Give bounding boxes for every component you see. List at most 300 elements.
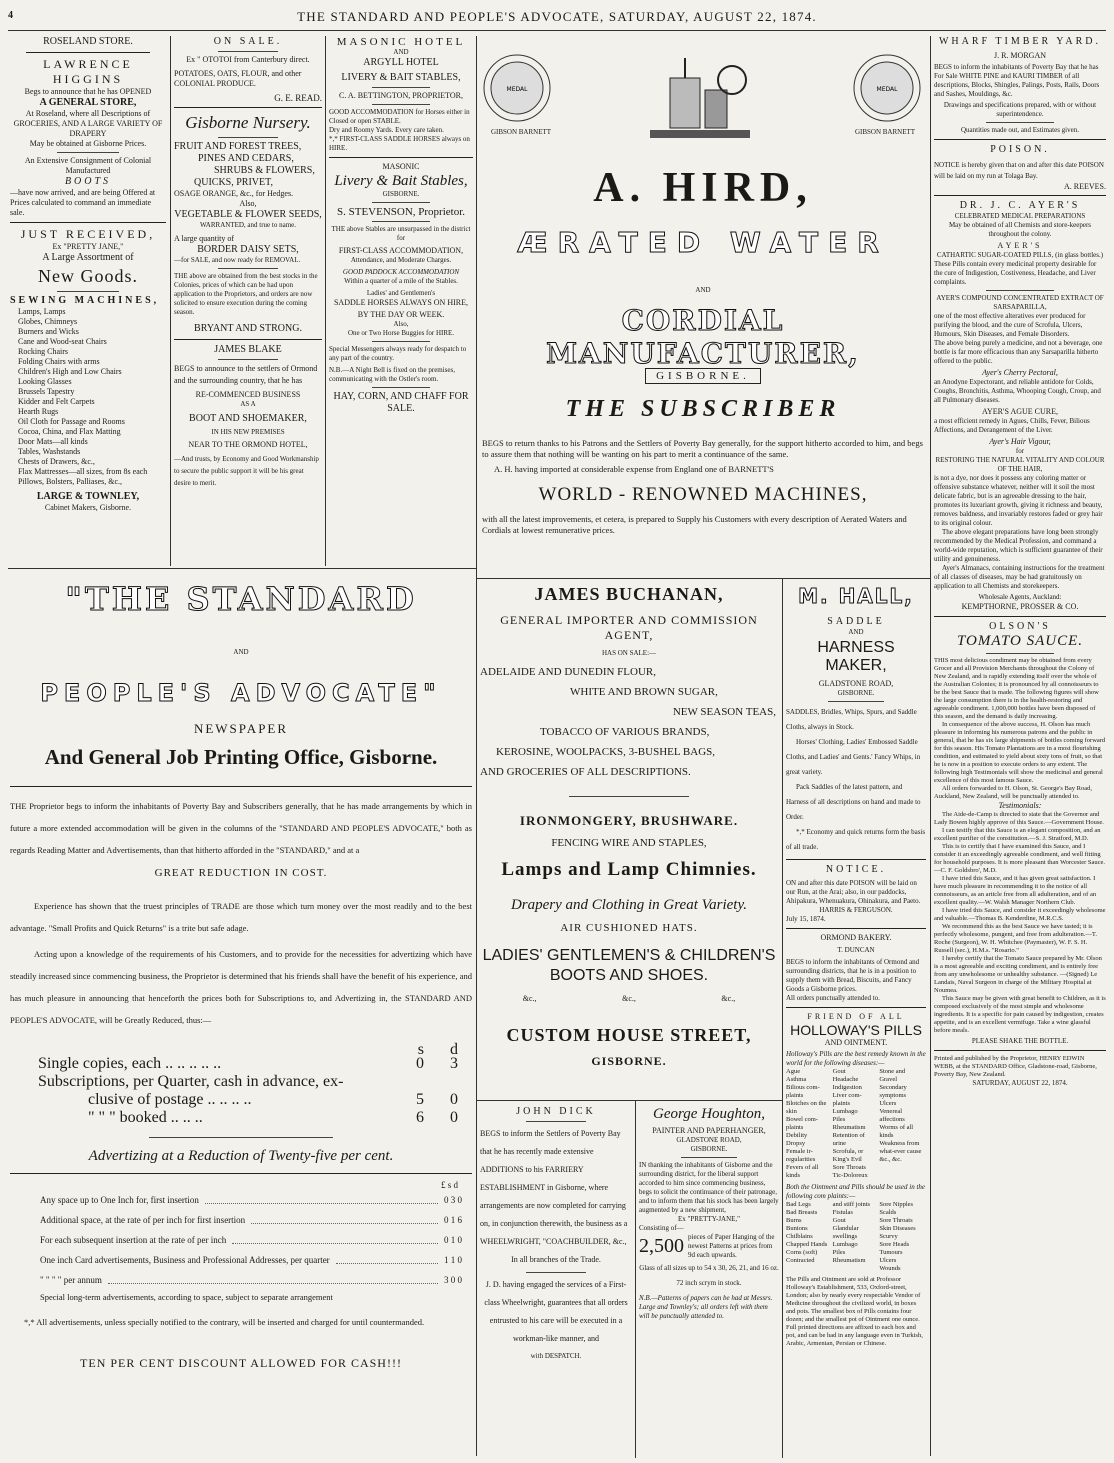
stable-text: One or Two Horse Buggies for HIRE. — [347, 329, 455, 337]
ayer-text: Wholesale Agents, Auckland: — [978, 593, 1062, 601]
sewing-machines: SEWING MACHINES, — [10, 295, 160, 306]
ship-name: Ex "PRETTY JANE," — [52, 242, 124, 251]
nursery-line: VEGETABLE & FLOWER SEEDS, — [174, 209, 322, 220]
complaint-item: Ulcers — [879, 1257, 897, 1264]
houghton-text: 72 inch scrym in stock. — [676, 1279, 742, 1287]
houghton-addr: GLADSTONE ROAD, — [676, 1136, 742, 1144]
aerated-water: ÆRATED WATER — [517, 226, 889, 259]
and-text: AND — [393, 48, 409, 56]
reduction-heading: GREAT REDUCTION IN COST. — [154, 867, 328, 879]
on-sale: HAS ON SALE:— — [601, 649, 657, 657]
disease-item: Retention of urine — [832, 1132, 865, 1147]
rate-label: Additional space, at the rate of per inch for first insertion — [40, 1215, 246, 1225]
houghton-text: IN thanking the inhabitants of Gisborne and the surrounding district, for the liberal support accorded to him since commencing business, begs to solicit the continuance of their patronage, and to inform them that his stock has been largely augmented by a new shipment, — [639, 1161, 779, 1214]
column-nursery — [174, 36, 322, 566]
and-text: AND — [695, 286, 711, 294]
s-column: s — [417, 1041, 424, 1058]
special-text: Special long-term advertisements, according to space, subject to separate arrangement — [40, 1292, 333, 1302]
higgins-text: At Roseland, where all Descriptions of — [25, 109, 151, 118]
olson-text: This is to certify that I have examined this Sauce, and I consider it an exceedingly agreeable condiment, and well fitting for household purposes. It is more pleasant than Worcester Sauce.—C. F. Goldsbro', M.D. — [934, 843, 1106, 874]
goods-item: Rocking Chairs — [18, 347, 68, 356]
price-d: 0 — [450, 1109, 458, 1126]
olson-heading: OLSON'S — [989, 621, 1051, 632]
column-hall — [786, 584, 926, 1458]
olson-text: The Aide-de-Camp is directed to state that the Governor and Lady Bowen highly approve of this Sauce.—Government House. — [934, 811, 1104, 826]
higgins-text: An Extensive Consignment of Colonial Manufactured — [24, 156, 152, 175]
job-printing-office: And General Job Printing Office, Gisborne. — [44, 745, 438, 769]
disease-item: Ulcers — [879, 1100, 897, 1107]
stable-text: Attendance, and Moderate Charges. — [350, 256, 452, 264]
buchanan-item: ADELAIDE AND DUNEDIN FLOUR, — [480, 666, 656, 678]
etc-text: &c., — [721, 994, 736, 1003]
hall-text: Pack Saddles of the latest pattern, and Harness of all descriptions on hand and made to Order. — [786, 783, 921, 821]
ayer-text: for — [1015, 447, 1025, 455]
poison-heading: POISON. — [990, 144, 1050, 155]
ayer-text: an Anodyne Expectorant, and reliable antidote for Colds, Coughs, Bronchitis, Asthma, Whooping Cough, Croup, and all Pulmonary diseases. — [934, 378, 1101, 404]
stable-text: N.B.—A Night Bell is fixed on the premises, communicating with the Ostler's room. — [329, 366, 455, 383]
cordial-manufacturer: CORDIAL MANUFACTURER, — [546, 304, 860, 370]
saddle-heading: SADDLE — [827, 616, 885, 627]
d-column: d — [450, 1041, 458, 1058]
blake-text: RE-COMMENCED BUSINESS — [195, 390, 301, 399]
complaint-col — [879, 1201, 926, 1273]
complaint-item: Scurvy — [879, 1233, 898, 1240]
higgins-text: Begs to announce that he has OPENED — [24, 87, 152, 96]
price-s: 5 — [416, 1091, 424, 1108]
bettington: C. A. BETTINGTON, PROPRIETOR, — [339, 91, 463, 100]
dick-text: J. D. having engaged the services of a First-class Wheelwright, guarantees that all orders entrusted to his care will be executed in a workman-like manner, and — [484, 1280, 628, 1343]
reeves-signature: A. REEVES. — [1064, 182, 1106, 191]
price-s: 0 — [416, 1055, 424, 1072]
hats-heading: AIR CUSHIONED HATS. — [560, 922, 698, 934]
hall-road: GLADSTONE ROAD, — [818, 679, 894, 688]
houghton-text: Glass of all sizes up to 54 x 30, 26, 21, and 16 oz. — [639, 1264, 779, 1272]
imprint-date: SATURDAY, AUGUST 22, 1874. — [972, 1079, 1068, 1087]
ayer-text: May be obtained of all Chemists and store-keepers throughout the colony. — [948, 221, 1092, 238]
boots-heading: LADIES' GENTLEMEN'S & CHILDREN'S BOOTS AND SHOES. — [482, 947, 776, 984]
ayer-text: The above elegant preparations have long been strongly recommended by the Medical Profession, and command a world-wide reputation, which is sufficient guarantee of their utility and genuineness. — [934, 528, 1103, 563]
all-text: *,* All advertisements, unless specially notified to the contrary, will be inserted and charged for until countermanded. — [24, 1317, 425, 1327]
etc-row — [480, 994, 778, 1003]
nursery-line: QUICKS, PRIVET, — [194, 177, 273, 188]
potatoes-text: POTATOES, OATS, FLOUR, and other COLONIAL PRODUCE. — [174, 69, 302, 88]
assort-text: A Large Assortment of — [42, 252, 134, 263]
complaint-item: Chilblains — [786, 1233, 813, 1240]
stable-text: THE above Stables are unsurpassed in the district for — [331, 225, 471, 242]
ayer-text: CELEBRATED MEDICAL PREPARATIONS — [954, 212, 1086, 220]
drapery-heading: Drapery and Clothing in Great Variety. — [510, 897, 748, 913]
ayer-text: These Pills contain every medicinal property desirable for the cure of Indigestion, Costiveness, Headache, and Liver complaints. — [934, 260, 1097, 286]
disease-item: Gout — [832, 1068, 846, 1075]
complaint-col — [786, 1201, 833, 1273]
complaint-item: Skin Diseases — [879, 1225, 916, 1232]
rate-row — [40, 1230, 462, 1250]
general-store: A GENERAL STORE, — [39, 97, 137, 108]
notice-date: July 15, 1874. — [786, 915, 826, 923]
gisborne-banner: GISBORNE. — [645, 368, 761, 384]
hird-name: A. HIRD, — [593, 165, 813, 211]
masthead-title: THE STANDARD AND PEOPLE'S ADVOCATE, SATURDAY, AUGUST 22, 1874. — [297, 9, 817, 24]
rate-value: 0 3 0 — [444, 1195, 462, 1205]
disease-item: Ague — [786, 1068, 801, 1075]
holloway-both: Both the Ointment and Pills should be used in the following com plaints:— — [786, 1183, 926, 1200]
buchanan-item: TOBACCO OF VARIOUS BRANDS, — [540, 726, 710, 738]
disease-item: Rheumatism — [832, 1124, 866, 1131]
disease-item: Stone and Gravel — [879, 1068, 906, 1083]
ayer-text: CATHARTIC SUGAR-COATED PILLS, (in glass bottles.) — [936, 251, 1104, 259]
nursery-line: FRUIT AND FOREST TREES, — [174, 141, 302, 152]
disease-item: Bowel com-plaints — [786, 1116, 818, 1131]
complaint-item: Sore Throats — [879, 1217, 913, 1224]
price-d: 3 — [450, 1055, 458, 1072]
testimonials: Testimonials: — [998, 801, 1042, 810]
cherry-pectoral: Ayer's Cherry Pectoral, — [982, 368, 1058, 377]
disease-item: Liver com-plaints — [832, 1092, 862, 1107]
stable-text: SADDLE HORSES ALWAYS ON HIRE, — [333, 298, 468, 307]
disease-item: Weakness from what-ever cause — [879, 1140, 922, 1155]
disease-item: Venereal affections — [879, 1108, 905, 1123]
houghton-text: N.B.—Patterns of papers can be had at Messrs. Large and Townley's; all orders left with them will be punctually attended to. — [639, 1294, 773, 1320]
disease-item: Sore Throats — [832, 1164, 866, 1171]
complaint-item: Rheumatism — [832, 1257, 866, 1264]
cabinet-makers: Cabinet Makers, Gisborne. — [44, 503, 132, 512]
goods-item: Door Mats—all kinds — [18, 437, 88, 446]
complaint-item: Gout — [832, 1217, 846, 1224]
complaint-item: Glandular swellings — [832, 1225, 859, 1240]
standard-text: THE Proprietor begs to inform the inhabitants of Poverty Bay and Subscribers generally, that he has made arrangements by which in future a more extended accommodation will be given in the columns of the "STANDARD AND PEOPLE'S ADVOCATE," both as regards Reading Matter and Advertisements, than that hitherto afforded in the "STANDARD," and at a — [10, 801, 472, 855]
booked: " " " booked .. .. .. — [88, 1109, 203, 1126]
higgins-name: LAWRENCE HIGGINS — [43, 57, 133, 86]
wharf-text: Quantities made out, and Estimates given. — [960, 126, 1079, 134]
nursery-line: WARRANTED, and true to name. — [199, 221, 297, 229]
disease-item: Blotches on the skin — [786, 1100, 827, 1115]
newspaper-label: NEWSPAPER — [193, 721, 289, 736]
blake-text: BEGS to announce to the settlers of Ormond and the surrounding country, that he has — [174, 364, 318, 385]
complaint-item: Contracted — [786, 1257, 815, 1264]
houghton-advert — [639, 1106, 779, 1456]
kempthorne: KEMPTHORNE, PROSSER & CO. — [961, 602, 1079, 611]
complaint-item: Tumours — [879, 1249, 903, 1256]
etc-text: &c., — [522, 994, 537, 1003]
disease-item: Female ir-regularities — [786, 1148, 816, 1163]
hall-name: M. HALL, — [798, 584, 914, 608]
on-sale-heading: ON SALE. — [213, 36, 283, 47]
ayer-text: Ayer's Almanacs, containing instructions for the treatment of all classes of diseases, may be had gratuitously on application to all Chemists and storekeepers. — [934, 564, 1105, 590]
single-copies: Single copies, each .. .. .. .. .. — [38, 1055, 222, 1072]
goods-item: Hearth Rugs — [18, 407, 59, 416]
buchanan-advert — [480, 584, 778, 1104]
column-right — [934, 36, 1106, 1458]
subscriptions: Subscriptions, per Quarter, cash in advance, ex- — [38, 1073, 344, 1090]
rate-row — [40, 1250, 462, 1270]
bakery-text: All orders punctually attended to. — [786, 994, 880, 1002]
column-roseland — [10, 36, 166, 566]
blake-text: BOOT AND SHOEMAKER, — [189, 413, 307, 424]
gisborne-text: GISBORNE. — [591, 1054, 667, 1068]
nursery-line: OSAGE ORANGE, &c., for Hedges. — [174, 189, 294, 198]
disease-item: Dropsy — [786, 1140, 806, 1147]
rate-value: 0 1 0 — [444, 1235, 462, 1245]
houghton-town: GISBORNE. — [690, 1145, 728, 1153]
complaint-item: Bad Breasts — [786, 1209, 818, 1216]
large-townley: LARGE & TOWNLEY, — [36, 491, 140, 502]
disease-item: Tic-Doloreux — [832, 1172, 868, 1179]
livery-stables: LIVERY & BAIT STABLES, — [341, 72, 461, 83]
holloway-sub: AND OINTMENT. — [824, 1038, 888, 1047]
bakery-name: T. DUNCAN — [837, 946, 875, 954]
hird-advert — [480, 36, 926, 576]
disease-col — [833, 1068, 880, 1180]
nursery-text: THE above are obtained from the best stocks in the Colonies, prices of which can be had upon application to the Proprietors, and orders are now solicited to ensure execution during the coming season. — [174, 272, 318, 316]
column-hotel — [329, 36, 473, 566]
complaint-item: Chapped Hands — [786, 1241, 828, 1248]
olson-text: We recommend this as the best Sauce we have tasted; it is perfectly wholesome, pungent, and free from adulteration.—T. Roche (Surgeon), W. H. Whitchee (Paymaster), W. F. S. H. Russell (sec.), H.M.s. "Rosario." — [934, 923, 1098, 954]
nursery-line: SHRUBS & FLOWERS, — [214, 165, 315, 176]
holloway-text: The Pills and Ointment are sold at Professor Holloway's Establishment, 533, Oxford-street, London; also by nearly every respectable Vendor of Medicine throughout the civilized world, in boxes and pots. The smallest box of Pills contains four dozen; and the smallest pot of Ointment one ounce. — [786, 1276, 921, 1323]
holloway-title: HOLLOWAY'S PILLS — [790, 1022, 922, 1038]
lsd-header: £ s d — [440, 1180, 458, 1190]
masonic-heading: MASONIC — [382, 162, 420, 171]
buchanan-role: GENERAL IMPORTER AND COMMISSION AGENT, — [500, 613, 758, 642]
olson-text: This Sauce may be given with great benefit to Children, as it is composed exclusively of the most simple and wholesome ingredients. It is a specific for pain caused by indigestion, creates appetite, and is an excellent vermifuge. Take a wine glassful before meals. — [934, 995, 1106, 1034]
dick-text: In all branches of the Trade. — [511, 1255, 601, 1264]
masonic-hotel: MASONIC HOTEL — [336, 36, 466, 48]
rate-list — [10, 1190, 472, 1290]
disease-item: Debility — [786, 1132, 808, 1139]
complaint-item: Corns (soft) — [786, 1249, 818, 1256]
ague-cure: AYER'S AGUE CURE, — [981, 407, 1059, 416]
houghton-name: George Houghton, — [653, 1106, 765, 1122]
and-text: AND — [233, 648, 249, 656]
stevenson: S. STEVENSON, Proprietor. — [336, 206, 466, 218]
standard-title: "THE STANDARD — [65, 580, 417, 618]
buchanan-name: JAMES BUCHANAN, — [534, 584, 724, 604]
rate-label: Any space up to One Inch for, first insertion — [40, 1195, 199, 1205]
complaint-item: Lumbago — [832, 1241, 858, 1248]
higgins-text: —have now arrived, and are being Offered at Prices calculated to command an immediate sale. — [10, 188, 156, 217]
buchanan-item: NEW SEASON TEAS, — [672, 706, 776, 718]
just-received: JUST RECEIVED, — [20, 227, 156, 241]
disease-item: Scrofula, or King's Evil — [832, 1148, 864, 1163]
dick-text: BEGS to inform the Settlers of Poverty Bay that he has recently made extensive ADDITIONS to his FARRIERY ESTABLISHMENT in Gisborne, where arrangements are now completed for carrying on, in conjunction therewith, the business as a — [480, 1129, 628, 1228]
rate-value: 0 1 6 — [444, 1215, 462, 1225]
disease-item: Asthma — [786, 1076, 807, 1083]
svg-text:MEDAL: MEDAL — [506, 86, 528, 93]
buchanan-item: KEROSINE, WOOLPACKS, 3-BUSHEL BAGS, — [496, 746, 716, 758]
machine-illustration-icon — [640, 50, 760, 150]
goods-item: Oil Cloth for Passage and Rooms — [18, 417, 125, 426]
goods-item: Folding Chairs with arms — [18, 357, 100, 366]
medal-caption: GIBSON BARNETT — [490, 128, 552, 136]
higgins-text: GROCERIES, AND A LARGE VARIETY OF DRAPERY — [13, 119, 163, 138]
wharf-text: BEGS to inform the inhabitants of Poverty Bay that he has For Sale WHITE PINE and KAURI TIMBER of all descriptions, Blocks, Shingles, Palings, Posts, Rails, Doors and Sashes, Mouldings, &c. — [934, 63, 1100, 98]
medal-right-icon — [852, 48, 922, 128]
ayer-text: The above being purely a medicine, and not a beverage, one bottle is far more efficacious than any Sarsaparilla hitherto offered to the public. — [934, 339, 1103, 365]
custom-house-street: CUSTOM HOUSE STREET, — [506, 1025, 752, 1045]
hall-text: *,* Economy and quick returns form the basis of all trade. — [786, 828, 926, 851]
ironmongery: IRONMONGERY, BRUSHWARE. — [519, 813, 739, 828]
notice-heading: NOTICE. — [825, 864, 887, 875]
goods-item: Cocoa, China, and Flax Matting — [18, 427, 121, 436]
stable-text: Ladies' and Gentlemen's — [366, 289, 436, 297]
hotel-text: GOOD ACCOMMODATION for Horses either in Closed or open STABLE. — [329, 108, 470, 125]
bakery-heading: ORMOND BAKERY. — [820, 933, 892, 942]
standard-text: Experience has shown that the truest principles of TRADE are those which turn money over the most readily and to the best advantage. "Small Profits and Quick Returns" is a trite but safe adage. — [10, 901, 472, 933]
holloway-complaints — [786, 1201, 926, 1273]
medal-left-icon — [482, 48, 552, 128]
nursery-line: —for SALE, and now ready for REMOVAL. — [174, 256, 301, 264]
olson-text: I hereby certify that the Tomato Sauce prepared by Mr. Olson is a most agreeable and exciting condiment, and is entirely free from any unwholesome or unhealthy substance. —(Signed) Le Landais, Naval Surgeon in charge of the Military Hospital at Noumea. — [934, 955, 1102, 994]
goods-item: Flax Mattresses—all sizes, from 8s each — [18, 467, 148, 476]
read-signature: G. E. READ. — [274, 93, 322, 103]
olson-text: THIS most delicious condiment may be obtained from every Grocer and all Provision Merchants throughout the Colony of New Zealand, and is rapidly extending itself over the whole of the Australian Colonies; it is pronounced by all connoisseurs to be the best Sauce that is made. The following figures will show the large consumption there is in the health-restoring and agreeable condiment. 1,000,000 bottles have been disposed of this season, and the demand is daily increasing. — [934, 657, 1099, 720]
friend-of-all: FRIEND OF ALL — [807, 1012, 905, 1021]
goods-item: Children's High and Low Chairs — [18, 367, 122, 376]
goods-item: Brussels Tapestry — [18, 387, 75, 396]
goods-item: Burners and Wicks — [18, 327, 79, 336]
ayer-text: RESTORING THE NATURAL VITALITY AND COLOUR OF THE HAIR, — [935, 456, 1105, 473]
disease-item: Secondary symptoms — [879, 1084, 907, 1099]
stable-text: GOOD PADDOCK ACCOMMODATION — [342, 268, 460, 276]
complaint-item: Wounds — [879, 1265, 901, 1272]
notice-text: ON and after this date POISON will be laid on our Run, at the Arai; also, in our paddocks, Ahipakura, Whenuakura, Ohinakura, and Paeto. — [786, 879, 921, 905]
lamps-heading: Lamps and Lamp Chimnies. — [501, 859, 757, 880]
and-text: AND — [848, 628, 864, 636]
blake-text: —And trusts, by Economy and Good Workmanship to secure the public support it will be his great desire to merit. — [174, 455, 319, 487]
hird-text: with all the latest improvements, et cetera, is prepared to Supply his Customers with every description of Aerated Waters and Cordials at lowest remunerative prices. — [482, 514, 907, 535]
hall-text: Horses' Clothing, Ladies' Embossed Saddle Cloths, and Ladies' and Gents.' Fancy Whips, in great variety. — [786, 738, 921, 776]
disease-item: Lumbago — [832, 1108, 858, 1115]
standard-advert — [10, 574, 472, 1458]
nursery-line: PINES AND CEDARS, — [198, 153, 294, 164]
advocate-title: PEOPLE'S ADVOCATE" — [40, 679, 442, 707]
disease-item: Headache — [832, 1076, 859, 1083]
dick-text: WHEELWRIGHT, "COACHBUILDER, &c., — [480, 1237, 627, 1246]
olson-text: All orders forwarded to H. Olson, St. George's Bay Road, Auckland, New Zealand, will be punctually attended to. — [934, 785, 1092, 800]
rate-row — [40, 1270, 462, 1290]
rate-row — [40, 1210, 462, 1230]
harness-maker: HARNESS MAKER, — [817, 639, 895, 674]
imprint: Printed and published by the Proprietor, HENRY EDWIN WEBB, at the STANDARD Office, Gladstone-road, Gisborne, Poverty Bay, New Zealand. — [934, 1055, 1097, 1078]
nursery-line: Also, — [239, 199, 257, 208]
complaint-item: Sore Nipples — [879, 1201, 914, 1208]
standard-text: Acting upon a knowledge of the requirements of his Customers, and to provide for the necessities for advertizing which have steadily increased since commencing business, the Proprietor is determined that his friends shall have the benefit of his experience, and has much pleasure in announcing that henceforth the prices both for Subscriptions to, and Advertizing in, the STANDARD AND PEOPLE'S ADVOCATE, will be Greatly Reduced, thus:— — [10, 949, 472, 1025]
holloway-intro: Holloway's Pills are the best remedy known in the world for the following diseases:— — [786, 1050, 926, 1067]
tomato-sauce: TOMATO SAUCE. — [956, 633, 1084, 649]
argyll-hotel: ARGYLL HOTEL — [363, 57, 439, 68]
buchanan-item: WHITE AND BROWN SUGAR, — [570, 686, 718, 698]
price-s: 6 — [416, 1109, 424, 1126]
stable-text: Special Messengers always ready for despatch to any part of the country. — [329, 345, 467, 362]
ayer-text: AYER'S — [997, 241, 1043, 250]
hall-text: SADDLES, Bridles, Whips, Spurs, and Saddle Cloths, always in Stock. — [786, 708, 917, 731]
roseland-heading: ROSELAND STORE. — [43, 36, 133, 47]
hotel-text: *,* FIRST-CLASS SADDLE HORSES always on HIRE. — [329, 135, 470, 152]
complaint-item: Bad Legs — [786, 1201, 811, 1208]
goods-item: Chests of Drawers, &c., — [18, 457, 95, 466]
olson-text: I can testify that this Sauce is an elegant composition, and an excellent purifier of the constitution.—S. J. Stratford, M.D. — [934, 827, 1101, 842]
nursery-line: BORDER DAISY SETS, — [197, 244, 299, 255]
blake-text: NEAR TO THE ORMOND HOTEL, — [188, 440, 308, 449]
goods-item: Tables, Washstands — [18, 447, 81, 456]
rate-label: " " " " per annum — [40, 1275, 102, 1285]
morgan-name: J. R. MORGAN — [993, 51, 1046, 60]
medal-caption: GIBSON BARNETT — [854, 128, 916, 136]
shake-bottle: PLEASE SHAKE THE BOTTLE. — [971, 1037, 1069, 1045]
holloway-diseases — [786, 1068, 926, 1180]
nursery-line: A large quantity of — [174, 234, 235, 243]
dick-advert — [480, 1106, 632, 1456]
rate-value: 3 0 0 — [444, 1275, 462, 1285]
otoi-text: Ex " OTOTOI from Canterbury direct. — [186, 55, 310, 64]
olson-text: I have tried this Sauce, and consider it exceedingly wholesome and valuable.—Thomas B. Kenderdine, M.R.C.S. — [934, 907, 1106, 922]
complaint-item: Bunions — [786, 1225, 808, 1232]
goods-item: Looking Glasses — [18, 377, 72, 386]
hair-vigour: Ayer's Hair Vigour, — [989, 437, 1051, 446]
complaint-item: Burns — [786, 1217, 802, 1224]
stable-text: FIRST-CLASS ACCOMMODATION, — [338, 246, 464, 255]
stable-text: BY THE DAY OR WEEK. — [357, 310, 445, 319]
disease-item: Fevers of all kinds — [786, 1164, 819, 1179]
wharf-heading: WHARF TIMBER YARD. — [938, 36, 1102, 47]
bryant-strong: BRYANT AND STRONG. — [194, 323, 302, 334]
nursery-heading: Gisborne Nursery. — [185, 113, 311, 132]
disease-item: &c., &c. — [879, 1156, 902, 1163]
page-number: 4 — [8, 10, 13, 21]
stable-text: Within a quarter of a mile of the Stables. — [344, 277, 458, 285]
ayer-text: AYER'S COMPOUND CONCENTRATED EXTRACT OF SARSAPARILLA, — [936, 294, 1104, 311]
page-header — [8, 8, 1106, 28]
hall-town: GISBORNE. — [837, 689, 875, 697]
dick-text: with DESPATCH. — [530, 1352, 582, 1360]
price-d: 0 — [450, 1091, 458, 1108]
goods-list — [10, 307, 166, 487]
notice-signature: HARRIS & FERGUSON. — [819, 906, 893, 914]
subscriber-heading: THE SUBSCRIBER — [565, 396, 841, 422]
complaint-item: Fistulas — [832, 1209, 853, 1216]
complaint-item: Piles — [832, 1249, 846, 1256]
bakery-text: BEGS to inform the inhabitants of Ormond and surrounding districts, that he is in a position to supply them with Bread, Biscuits, and Fancy Goods a Gisborne prices. — [786, 958, 920, 993]
discount-text: TEN PER CENT DISCOUNT ALLOWED FOR CASH!!! — [80, 1356, 402, 1370]
complaint-item: Sore Heads — [879, 1241, 910, 1248]
houghton-text: Ex "PRETTY-JANE," — [677, 1215, 741, 1223]
buchanan-item: AND GROCERIES OF ALL DESCRIPTIONS. — [480, 766, 691, 778]
disease-item: Worms of all kinds — [879, 1124, 914, 1139]
holloway-text: Full printed directions are affixed to each box and pot, and can be had in any language even in Turkish, Arabic, Armenian, Persian or Chinese. — [786, 1324, 923, 1347]
complaint-col — [833, 1201, 880, 1273]
hotel-text: Dry and Roomy Yards. Every care taken. — [329, 126, 444, 134]
houghton-text: pieces of Paper Hanging of the newest Patterns at prices from 9d each upwards. — [688, 1233, 775, 1259]
boots-heading: BOOTS — [64, 176, 112, 187]
livery-heading: Livery & Bait Stables, — [334, 173, 468, 189]
fencing-wire: FENCING WIRE AND STAPLES, — [551, 837, 707, 849]
olson-text: I have tried this Sauce, and it has given great satisfaction. I have much pleasure in recommending it to the notice of all connoisseurs, as an article free from all adulteration, and of an excellent quality.—W. Walsh Manager Northern Club. — [934, 875, 1097, 906]
gisborne-text: GISBORNE. — [382, 190, 420, 198]
blake-text: IN HIS NEW PREMISES — [211, 428, 285, 436]
goods-item: Cane and Wood-seat Chairs — [18, 337, 107, 346]
new-goods: New Goods. — [38, 266, 138, 286]
james-blake: JAMES BLAKE — [214, 344, 282, 355]
goods-item: Lamps, Lamps — [18, 307, 66, 316]
subscription-table — [10, 1041, 472, 1127]
ayer-heading: DR. J. C. AYER'S — [959, 200, 1081, 211]
houghton-role: PAINTER AND PAPERHANGER, — [652, 1126, 766, 1135]
world-renowned-machines: WORLD - RENOWNED MACHINES, — [538, 484, 868, 505]
goods-item: Pillows, Bolsters, Palliases, &c., — [18, 477, 122, 486]
complaint-item: Scalds — [879, 1209, 897, 1216]
disease-item: Indigestion — [832, 1084, 862, 1091]
john-dick: JOHN DICK — [516, 1106, 596, 1117]
